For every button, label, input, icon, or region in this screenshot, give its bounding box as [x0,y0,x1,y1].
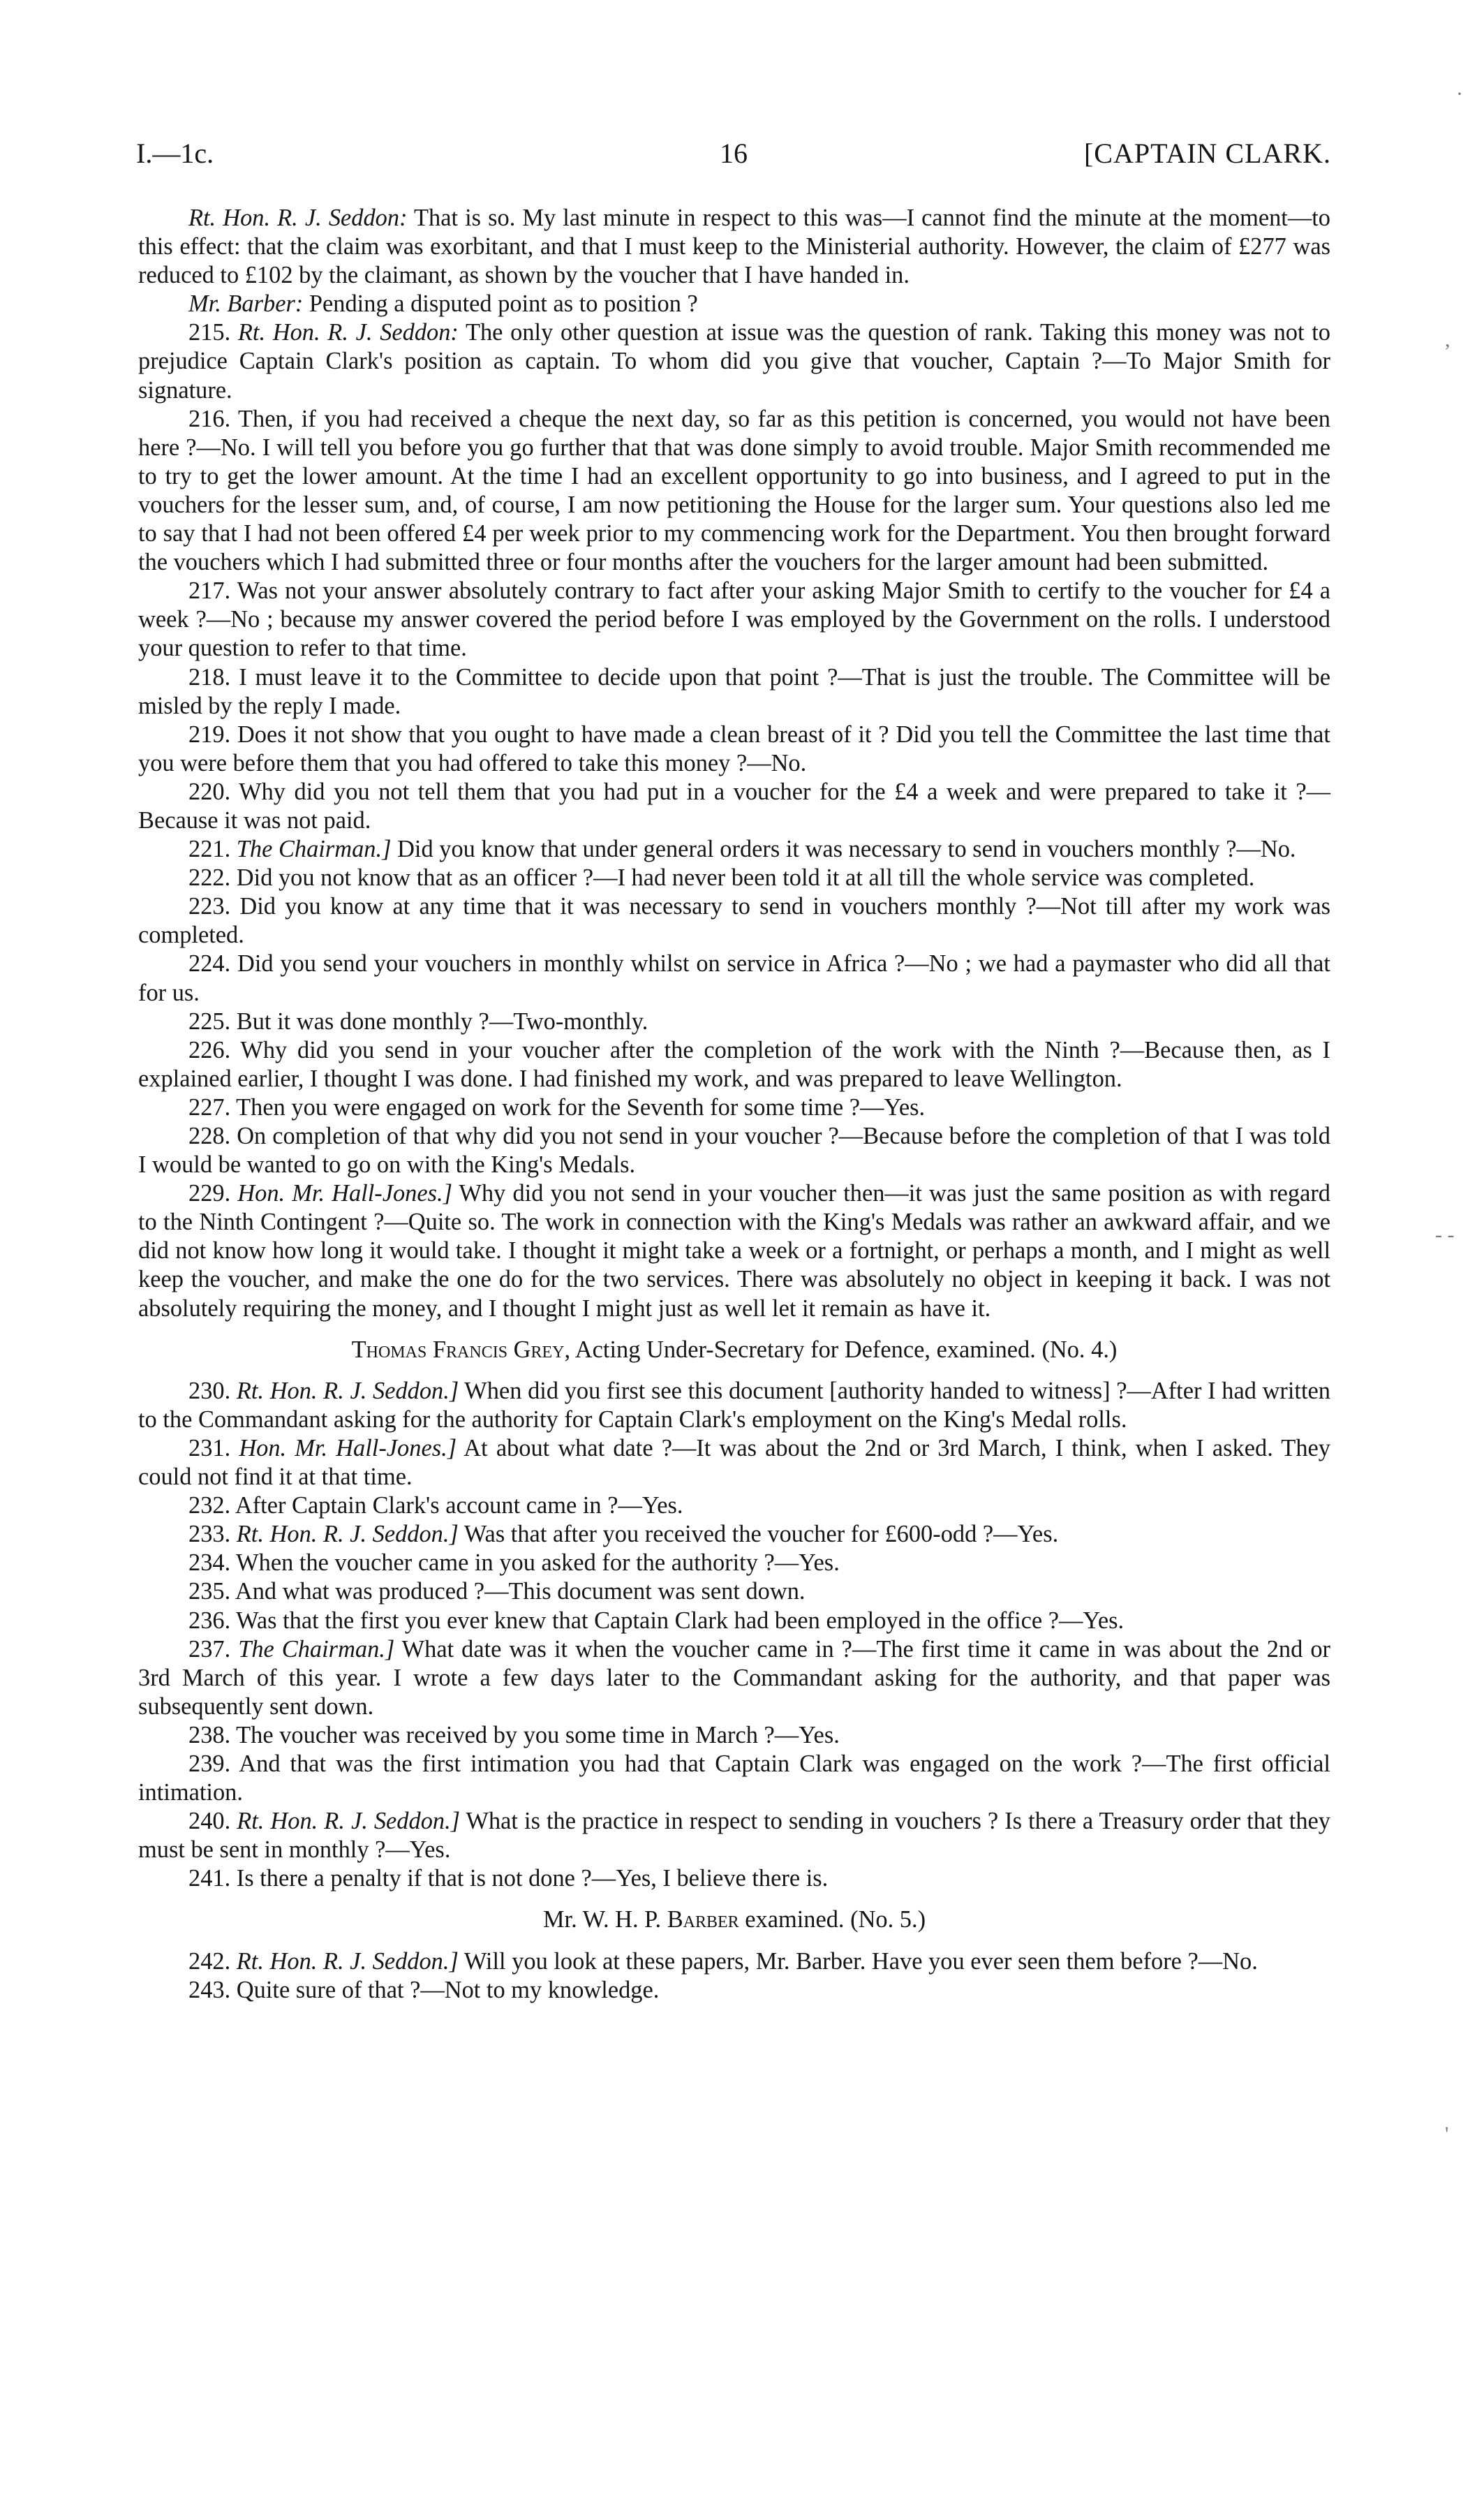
evidence-paragraph [138,318,1330,404]
question-number: 235. [188,1578,231,1605]
question-number: 219. [188,721,231,748]
paragraph-text: When the voucher came in you asked for the authority ?—Yes. [236,1549,840,1577]
question-number: 231. [188,1434,231,1461]
evidence-paragraph [138,1491,1330,1520]
evidence-text [138,204,1330,2005]
evidence-paragraph [138,1976,1330,2005]
evidence-paragraph [138,892,1330,950]
question-number: 224. [188,950,231,978]
paragraph-text: Was that after you received the voucher for £600-odd ?—Yes. [458,1521,1059,1548]
paragraph-text: Was not your answer absolutely contrary to fact after your asking Major Smith to certify to the voucher for £4 a week ?—No ; because my answer covered the period before I was employed by the Government on the rolls. I understood your question to refer to that time. [138,577,1330,662]
question-number: 216. [188,405,231,432]
paragraph-text: Did you send your vouchers in monthly whilst on service in Africa ?—No ; we had a paymaster who did all that for us. [138,950,1330,1006]
evidence-paragraph [138,864,1330,892]
evidence-paragraph [138,778,1330,835]
question-number: 242. [188,1947,231,1975]
question-number: 243. [188,1976,231,2003]
speaker-name: Rt. Hon. R. J. Seddon.] [236,1377,459,1404]
margin-mark: · [1456,82,1463,105]
speaker-name: The Chairman.] [238,1635,395,1663]
question-number: 228. [188,1123,231,1149]
evidence-paragraph [138,1721,1330,1750]
speaker-name: The Chairman.] [236,836,392,863]
paragraph-text: After Captain Clark's account came in ?—Yes. [235,1492,683,1519]
witness-heading [138,1336,1330,1364]
paragraph-text: When did you first see this document [authority handed to witness] ?—After I had written to the Commandant asking for the authority for Captain Clark's employment on the King's Medal rolls. [138,1377,1330,1433]
witness-heading [138,1905,1330,1934]
question-number: 225. [188,1008,231,1035]
question-number: 240. [188,1808,231,1835]
question-number: 218. [188,663,231,691]
question-number: 223. [188,893,231,920]
speaker-name: Mr. Barber: [188,290,304,318]
speaker-name: Rt. Hon. R. J. Seddon.] [237,1808,461,1835]
paragraph-text: , Acting Under-Secretary for Defence, examined. (No. 4.) [564,1336,1118,1363]
speaker-name: Rt. Hon. R. J. Seddon: [188,205,408,231]
paragraph-text: Why did you not tell them that you had put in a voucher for the £4 a week and were prepared to take it ?—Because it was not paid. [138,778,1330,834]
evidence-paragraph [138,405,1330,577]
witness-name: Thomas Francis Grey [351,1336,565,1363]
margin-mark: - - [1435,1223,1455,1246]
paragraph-text: Will you look at these papers, Mr. Barber. Have you ever seen them before ?—No. [458,1947,1258,1975]
evidence-paragraph [138,1549,1330,1577]
evidence-paragraph [138,1577,1330,1606]
paragraph-text: At about what date ?—It was about the 2nd or 3rd March, I think, when I asked. They could not find it at that time. [138,1434,1330,1491]
paragraph-text: Did you know that under general orders it was necessary to send in vouchers monthly ?—No. [391,836,1296,863]
paragraph-text: I must leave it to the Committee to decide upon that point ?—That is just the trouble. The Committee will be misled by the reply I made. [138,663,1330,719]
question-number: 236. [188,1607,231,1634]
question-number: 227. [188,1093,231,1121]
document-reference: I.—1c. [136,138,214,169]
paragraph-text: And that was the first intimation you had that Captain Clark was engaged on the work ?—The first official intimation. [138,1750,1330,1806]
page-header [136,137,1331,179]
paragraph-text: The only other question at issue was the question of rank. Taking this money was not to prejudice Captain Clark's position as captain. To whom did you give that voucher, Captain ?—To Major Smith for signature. [138,319,1330,404]
evidence-paragraph [138,1008,1330,1036]
question-number: 220. [188,778,231,805]
evidence-paragraph [138,1520,1330,1549]
paragraph-text: What is the practice in respect to sending in vouchers ? Is there a Treasury order that they must be sent in monthly ?—Yes. [138,1808,1330,1864]
paragraph-text: Did you not know that as an officer ?—I had never been told it at all till the whole service was completed. [236,864,1255,892]
question-number: 230. [188,1377,231,1404]
paragraph-text: Is there a penalty if that is not done ?—Yes, I believe there is. [236,1865,829,1892]
evidence-paragraph [138,721,1330,778]
paragraph-text: Pending a disputed point as to position ? [303,290,698,318]
witness-name: Barber [667,1906,739,1933]
question-number: 222. [188,864,231,892]
paragraph-text: That is so. My last minute in respect to this was—I cannot find the minute at the moment—to this effect: that the claim was exorbitant, and that I must keep to the Ministerial authority. However, the claim of £277 was reduced to £102 by the claimant, as shown by the voucher that I have handed in. [138,205,1330,289]
paragraph-text: Then, if you had received a cheque the next day, so far as this petition is concerned, you would not have been here ?—No. I will tell you before you go further that that was done simply to avoid trouble. Major Smith recommended me to try to get the lower amount. At the time I had an excellent opportunity to go into business, and I agreed to put in the vouchers for the lesser sum, and, of course, I am now petitioning the House for the larger sum. Your questions also led me to say that I had not been offered £4 per week prior to my commencing work for the Department. You then brought forward the vouchers which I had submitted three or four months after the vouchers for the larger amount had been submitted. [138,405,1330,576]
evidence-paragraph [138,1377,1330,1434]
evidence-paragraph [138,950,1330,1007]
evidence-paragraph [138,663,1330,721]
evidence-paragraph [138,577,1330,663]
evidence-paragraph [138,1807,1330,1864]
question-number: 241. [188,1865,231,1892]
question-number: 229. [188,1180,231,1207]
paragraph-text: What date was it when the voucher came in ?—The first time it came in was about the 2nd or 3rd March of this year. I wrote a few days later to the Commandant asking for the authority, and that paper was subsequently sent down. [138,1635,1330,1720]
question-number: 237. [188,1635,231,1663]
speaker-name: Rt. Hon. R. J. Seddon.] [236,1947,459,1975]
margin-mark: ' [1445,2123,1449,2146]
page-number: 16 [720,138,748,169]
question-number: 221. [188,836,231,863]
evidence-paragraph [138,1179,1330,1322]
paragraph-text: examined. (No. 5.) [739,1906,926,1933]
speaker-name: Rt. Hon. R. J. Seddon.] [236,1521,459,1548]
question-number: 233. [188,1521,231,1548]
question-number: 232. [188,1492,231,1519]
evidence-paragraph [138,1750,1330,1807]
paragraph-text: But it was done monthly ?—Two-monthly. [236,1008,648,1035]
evidence-paragraph [138,1864,1330,1893]
paragraph-text: Why did you not send in your voucher then—it was just the same position as with regard to the Ninth Contingent ?—Quite so. The work in connection with the King's Medals was rather an awkward affair, and we did not know how long it would take. I thought it might take a week or a fortnight, or perhaps a month, and I might as well keep the voucher, and make the one do for the two services. There was absolutely no object in keeping it back. I was not absolutely requiring the money, and I thought I might just as well let it remain as have it. [138,1180,1330,1322]
paragraph-text: The voucher was received by you some time in March ?—Yes. [236,1721,840,1748]
question-number: 217. [188,577,231,605]
paragraph-text: Why did you send in your voucher after the completion of the work with the Ninth ?—Because then, as I explained earlier, I thought I was done. I had finished my work, and was prepared to leave Wellington. [138,1036,1330,1092]
heading-prefix: Mr. W. H. P. [542,1906,667,1933]
question-number: 238. [188,1721,231,1748]
question-number: 215. [188,319,231,346]
paragraph-text: On completion of that why did you not send in your voucher ?—Because before the completion of that I was told I would be wanted to go on with the King's Medals. [138,1123,1330,1179]
speaker-name: Rt. Hon. R. J. Seddon: [237,319,459,346]
paragraph-text: Did you know at any time that it was necessary to send in vouchers monthly ?—Not till after my work was completed. [138,893,1330,949]
evidence-paragraph [138,290,1330,318]
evidence-paragraph [138,1122,1330,1179]
evidence-paragraph [138,1607,1330,1635]
speaker-name: Hon. Mr. Hall-Jones.] [239,1434,457,1461]
evidence-paragraph [138,1635,1330,1721]
paragraph-text: Quite sure of that ?—Not to my knowledge. [236,1976,660,2003]
margin-mark: , [1445,328,1450,351]
paragraph-text: Does it not show that you ought to have made a clean breast of it ? Did you tell the Committee the last time that you were before them that you had offered to take this money ?—No. [138,721,1330,776]
evidence-paragraph [138,204,1330,290]
evidence-paragraph [138,835,1330,864]
evidence-paragraph [138,1036,1330,1093]
paragraph-text: And what was produced ?—This document was sent down. [235,1578,806,1605]
evidence-paragraph [138,1434,1330,1491]
question-number: 226. [188,1036,231,1063]
evidence-paragraph [138,1947,1330,1976]
running-head: [CAPTAIN CLARK. [1083,138,1331,169]
speaker-name: Hon. Mr. Hall-Jones.] [237,1180,453,1207]
paragraph-text: Was that the first you ever knew that Captain Clark had been employed in the office ?—Yes. [236,1607,1125,1634]
question-number: 239. [188,1750,231,1777]
paragraph-text: Then you were engaged on work for the Seventh for some time ?—Yes. [236,1093,926,1121]
evidence-paragraph [138,1093,1330,1122]
question-number: 234. [188,1549,231,1577]
